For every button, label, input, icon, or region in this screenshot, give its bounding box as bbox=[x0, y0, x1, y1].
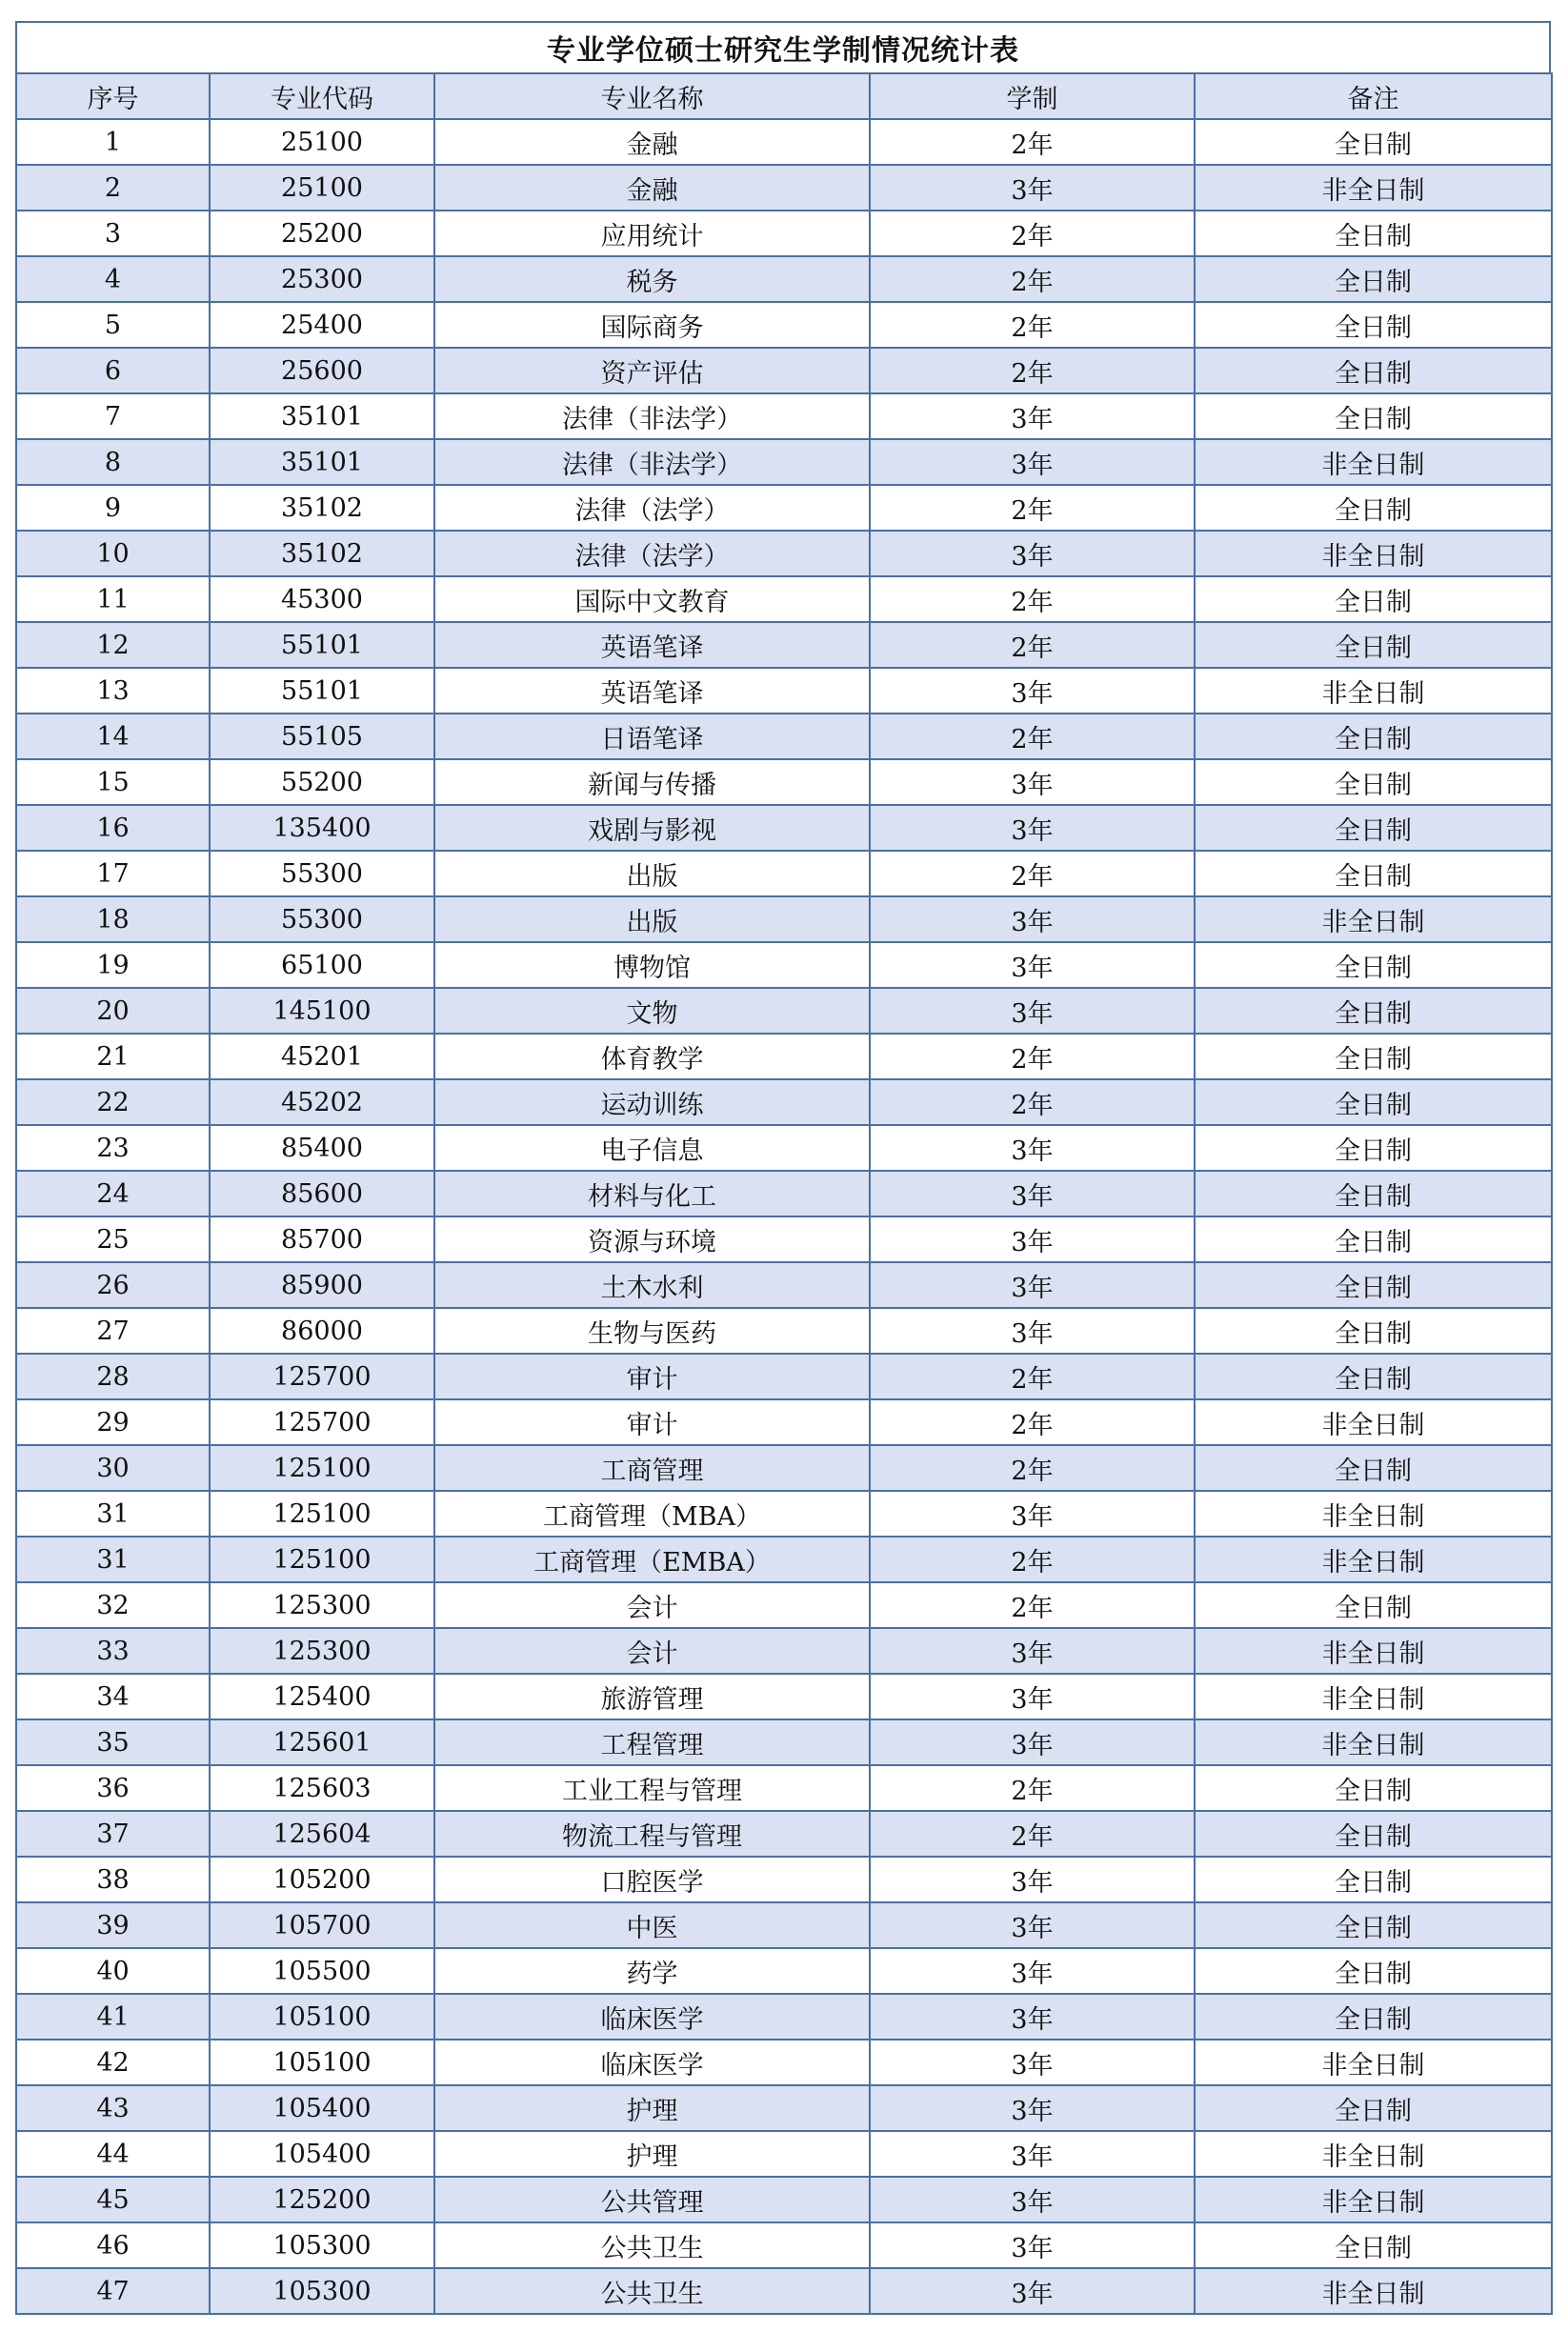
cell-program-name: 英语笔译 bbox=[434, 622, 870, 668]
table-row bbox=[16, 851, 1552, 896]
cell-program-code: 55101 bbox=[210, 668, 434, 714]
cell-program-code: 86000 bbox=[210, 1308, 434, 1354]
cell-program-name: 审计 bbox=[434, 1399, 870, 1445]
cell-program-code: 125604 bbox=[210, 1811, 434, 1857]
table-row bbox=[16, 348, 1552, 393]
cell-remarks: 全日制 bbox=[1195, 1034, 1552, 1079]
cell-duration: 3年 bbox=[870, 1125, 1195, 1171]
cell-program-code: 25200 bbox=[210, 211, 434, 256]
cell-duration: 3年 bbox=[870, 1948, 1195, 1994]
cell-serial-number: 26 bbox=[16, 1262, 210, 1308]
cell-program-code: 105300 bbox=[210, 2268, 434, 2314]
cell-duration: 2年 bbox=[870, 1765, 1195, 1811]
cell-program-code: 125400 bbox=[210, 1674, 434, 1719]
cell-remarks: 全日制 bbox=[1195, 1445, 1552, 1491]
cell-remarks: 非全日制 bbox=[1195, 1399, 1552, 1445]
table-row bbox=[16, 2177, 1552, 2222]
cell-program-code: 105400 bbox=[210, 2085, 434, 2131]
cell-program-code: 125100 bbox=[210, 1445, 434, 1491]
cell-program-code: 25100 bbox=[210, 165, 434, 211]
cell-remarks: 非全日制 bbox=[1195, 165, 1552, 211]
cell-program-code: 125100 bbox=[210, 1491, 434, 1537]
cell-serial-number: 40 bbox=[16, 1948, 210, 1994]
cell-program-code: 125100 bbox=[210, 1537, 434, 1582]
table-row bbox=[16, 759, 1552, 805]
table-row bbox=[16, 1262, 1552, 1308]
cell-program-name: 税务 bbox=[434, 256, 870, 302]
cell-remarks: 全日制 bbox=[1195, 1811, 1552, 1857]
cell-program-name: 护理 bbox=[434, 2085, 870, 2131]
cell-program-code: 25100 bbox=[210, 119, 434, 165]
cell-duration: 3年 bbox=[870, 2085, 1195, 2131]
cell-program-name: 资产评估 bbox=[434, 348, 870, 393]
cell-remarks: 全日制 bbox=[1195, 622, 1552, 668]
cell-program-name: 法律（法学） bbox=[434, 531, 870, 576]
cell-remarks: 全日制 bbox=[1195, 1582, 1552, 1628]
cell-program-name: 公共卫生 bbox=[434, 2268, 870, 2314]
cell-serial-number: 17 bbox=[16, 851, 210, 896]
cell-duration: 2年 bbox=[870, 1399, 1195, 1445]
cell-program-code: 125300 bbox=[210, 1628, 434, 1674]
cell-program-code: 105400 bbox=[210, 2131, 434, 2177]
cell-remarks: 全日制 bbox=[1195, 302, 1552, 348]
cell-duration: 2年 bbox=[870, 622, 1195, 668]
statistics-sheet bbox=[15, 21, 1551, 2315]
cell-serial-number: 2 bbox=[16, 165, 210, 211]
table-row bbox=[16, 1399, 1552, 1445]
cell-duration: 2年 bbox=[870, 851, 1195, 896]
cell-serial-number: 1 bbox=[16, 119, 210, 165]
table-row bbox=[16, 211, 1552, 256]
table-row bbox=[16, 1719, 1552, 1765]
cell-serial-number: 42 bbox=[16, 2040, 210, 2085]
cell-program-code: 105300 bbox=[210, 2222, 434, 2268]
cell-program-code: 85700 bbox=[210, 1216, 434, 1262]
program-duration-table bbox=[15, 72, 1553, 2315]
cell-duration: 3年 bbox=[870, 439, 1195, 485]
cell-remarks: 全日制 bbox=[1195, 485, 1552, 531]
cell-program-name: 会计 bbox=[434, 1582, 870, 1628]
table-row bbox=[16, 1994, 1552, 2040]
table-row bbox=[16, 119, 1552, 165]
cell-program-code: 145100 bbox=[210, 988, 434, 1034]
cell-program-name: 出版 bbox=[434, 851, 870, 896]
cell-duration: 2年 bbox=[870, 1537, 1195, 1582]
cell-program-code: 125700 bbox=[210, 1354, 434, 1399]
cell-remarks: 全日制 bbox=[1195, 1994, 1552, 2040]
cell-remarks: 非全日制 bbox=[1195, 439, 1552, 485]
cell-serial-number: 12 bbox=[16, 622, 210, 668]
cell-duration: 2年 bbox=[870, 576, 1195, 622]
table-row bbox=[16, 1948, 1552, 1994]
table-body bbox=[16, 119, 1552, 2314]
cell-duration: 3年 bbox=[870, 1262, 1195, 1308]
cell-remarks: 全日制 bbox=[1195, 1948, 1552, 1994]
table-row bbox=[16, 1445, 1552, 1491]
cell-duration: 3年 bbox=[870, 2177, 1195, 2222]
cell-program-name: 临床医学 bbox=[434, 1994, 870, 2040]
cell-program-code: 55101 bbox=[210, 622, 434, 668]
cell-remarks: 非全日制 bbox=[1195, 1628, 1552, 1674]
cell-program-code: 105500 bbox=[210, 1948, 434, 1994]
table-row bbox=[16, 1811, 1552, 1857]
cell-duration: 2年 bbox=[870, 1811, 1195, 1857]
cell-duration: 3年 bbox=[870, 531, 1195, 576]
cell-remarks: 全日制 bbox=[1195, 576, 1552, 622]
cell-program-code: 125300 bbox=[210, 1582, 434, 1628]
table-row bbox=[16, 988, 1552, 1034]
table-row bbox=[16, 622, 1552, 668]
cell-duration: 2年 bbox=[870, 714, 1195, 759]
cell-serial-number: 5 bbox=[16, 302, 210, 348]
cell-program-code: 125603 bbox=[210, 1765, 434, 1811]
table-row bbox=[16, 439, 1552, 485]
cell-duration: 3年 bbox=[870, 668, 1195, 714]
cell-serial-number: 16 bbox=[16, 805, 210, 851]
cell-program-code: 125601 bbox=[210, 1719, 434, 1765]
table-row bbox=[16, 2040, 1552, 2085]
cell-remarks: 全日制 bbox=[1195, 1857, 1552, 1902]
table-row bbox=[16, 714, 1552, 759]
cell-program-code: 125700 bbox=[210, 1399, 434, 1445]
table-row bbox=[16, 1491, 1552, 1537]
cell-serial-number: 41 bbox=[16, 1994, 210, 2040]
table-row bbox=[16, 1902, 1552, 1948]
cell-serial-number: 14 bbox=[16, 714, 210, 759]
cell-program-code: 105200 bbox=[210, 1857, 434, 1902]
cell-duration: 3年 bbox=[870, 2040, 1195, 2085]
cell-serial-number: 44 bbox=[16, 2131, 210, 2177]
cell-program-code: 45202 bbox=[210, 1079, 434, 1125]
cell-program-name: 材料与化工 bbox=[434, 1171, 870, 1216]
cell-program-name: 国际商务 bbox=[434, 302, 870, 348]
cell-program-code: 105700 bbox=[210, 1902, 434, 1948]
table-row bbox=[16, 165, 1552, 211]
cell-remarks: 非全日制 bbox=[1195, 1719, 1552, 1765]
table-row bbox=[16, 2222, 1552, 2268]
table-row bbox=[16, 302, 1552, 348]
cell-remarks: 全日制 bbox=[1195, 851, 1552, 896]
table-row bbox=[16, 896, 1552, 942]
cell-program-name: 博物馆 bbox=[434, 942, 870, 988]
table-row bbox=[16, 1216, 1552, 1262]
cell-program-name: 生物与医药 bbox=[434, 1308, 870, 1354]
cell-duration: 3年 bbox=[870, 2222, 1195, 2268]
cell-remarks: 全日制 bbox=[1195, 393, 1552, 439]
cell-serial-number: 24 bbox=[16, 1171, 210, 1216]
cell-duration: 3年 bbox=[870, 1719, 1195, 1765]
cell-serial-number: 11 bbox=[16, 576, 210, 622]
cell-serial-number: 31 bbox=[16, 1537, 210, 1582]
cell-duration: 3年 bbox=[870, 988, 1195, 1034]
cell-remarks: 全日制 bbox=[1195, 348, 1552, 393]
cell-program-name: 土木水利 bbox=[434, 1262, 870, 1308]
cell-duration: 2年 bbox=[870, 485, 1195, 531]
cell-program-name: 工程管理 bbox=[434, 1719, 870, 1765]
cell-serial-number: 8 bbox=[16, 439, 210, 485]
table-row bbox=[16, 1171, 1552, 1216]
cell-serial-number: 25 bbox=[16, 1216, 210, 1262]
cell-program-name: 资源与环境 bbox=[434, 1216, 870, 1262]
header-duration: 学制 bbox=[870, 73, 1195, 119]
cell-serial-number: 19 bbox=[16, 942, 210, 988]
cell-duration: 3年 bbox=[870, 2268, 1195, 2314]
table-row bbox=[16, 1582, 1552, 1628]
cell-remarks: 非全日制 bbox=[1195, 1491, 1552, 1537]
cell-program-code: 25400 bbox=[210, 302, 434, 348]
cell-program-name: 旅游管理 bbox=[434, 1674, 870, 1719]
cell-program-name: 金融 bbox=[434, 165, 870, 211]
cell-remarks: 非全日制 bbox=[1195, 2040, 1552, 2085]
table-header bbox=[16, 73, 1552, 119]
table-row bbox=[16, 668, 1552, 714]
cell-remarks: 非全日制 bbox=[1195, 2131, 1552, 2177]
cell-remarks: 全日制 bbox=[1195, 1125, 1552, 1171]
cell-remarks: 非全日制 bbox=[1195, 896, 1552, 942]
cell-duration: 3年 bbox=[870, 1491, 1195, 1537]
cell-program-code: 125200 bbox=[210, 2177, 434, 2222]
cell-program-code: 45300 bbox=[210, 576, 434, 622]
cell-duration: 2年 bbox=[870, 211, 1195, 256]
cell-duration: 3年 bbox=[870, 1902, 1195, 1948]
table-row bbox=[16, 256, 1552, 302]
cell-duration: 3年 bbox=[870, 942, 1195, 988]
header-serial-number: 序号 bbox=[16, 73, 210, 119]
cell-serial-number: 37 bbox=[16, 1811, 210, 1857]
cell-program-code: 55105 bbox=[210, 714, 434, 759]
cell-serial-number: 7 bbox=[16, 393, 210, 439]
cell-program-code: 105100 bbox=[210, 2040, 434, 2085]
cell-serial-number: 46 bbox=[16, 2222, 210, 2268]
cell-serial-number: 9 bbox=[16, 485, 210, 531]
cell-serial-number: 30 bbox=[16, 1445, 210, 1491]
cell-duration: 3年 bbox=[870, 896, 1195, 942]
cell-serial-number: 27 bbox=[16, 1308, 210, 1354]
cell-remarks: 全日制 bbox=[1195, 988, 1552, 1034]
cell-remarks: 全日制 bbox=[1195, 1765, 1552, 1811]
cell-program-name: 出版 bbox=[434, 896, 870, 942]
cell-program-name: 体育教学 bbox=[434, 1034, 870, 1079]
header-row bbox=[16, 73, 1552, 119]
table-row bbox=[16, 805, 1552, 851]
table-row bbox=[16, 1628, 1552, 1674]
cell-duration: 3年 bbox=[870, 2131, 1195, 2177]
cell-program-name: 公共卫生 bbox=[434, 2222, 870, 2268]
header-program-name: 专业名称 bbox=[434, 73, 870, 119]
cell-program-name: 护理 bbox=[434, 2131, 870, 2177]
table-row bbox=[16, 1125, 1552, 1171]
cell-serial-number: 15 bbox=[16, 759, 210, 805]
cell-program-code: 35101 bbox=[210, 439, 434, 485]
cell-program-code: 55200 bbox=[210, 759, 434, 805]
cell-duration: 2年 bbox=[870, 1034, 1195, 1079]
cell-duration: 3年 bbox=[870, 165, 1195, 211]
cell-program-name: 工业工程与管理 bbox=[434, 1765, 870, 1811]
cell-program-code: 35102 bbox=[210, 485, 434, 531]
table-row bbox=[16, 485, 1552, 531]
cell-program-name: 国际中文教育 bbox=[434, 576, 870, 622]
cell-program-name: 药学 bbox=[434, 1948, 870, 1994]
cell-serial-number: 36 bbox=[16, 1765, 210, 1811]
table-row bbox=[16, 1354, 1552, 1399]
cell-duration: 3年 bbox=[870, 1857, 1195, 1902]
cell-program-code: 25600 bbox=[210, 348, 434, 393]
cell-remarks: 非全日制 bbox=[1195, 2268, 1552, 2314]
cell-serial-number: 35 bbox=[16, 1719, 210, 1765]
table-row bbox=[16, 1308, 1552, 1354]
cell-serial-number: 39 bbox=[16, 1902, 210, 1948]
cell-serial-number: 13 bbox=[16, 668, 210, 714]
cell-program-name: 新闻与传播 bbox=[434, 759, 870, 805]
cell-remarks: 全日制 bbox=[1195, 119, 1552, 165]
cell-remarks: 全日制 bbox=[1195, 1216, 1552, 1262]
cell-program-code: 35101 bbox=[210, 393, 434, 439]
table-row bbox=[16, 1857, 1552, 1902]
cell-remarks: 非全日制 bbox=[1195, 531, 1552, 576]
cell-serial-number: 20 bbox=[16, 988, 210, 1034]
cell-program-name: 工商管理 bbox=[434, 1445, 870, 1491]
cell-duration: 3年 bbox=[870, 1628, 1195, 1674]
cell-program-name: 审计 bbox=[434, 1354, 870, 1399]
cell-serial-number: 32 bbox=[16, 1582, 210, 1628]
cell-duration: 2年 bbox=[870, 348, 1195, 393]
cell-serial-number: 22 bbox=[16, 1079, 210, 1125]
cell-program-name: 会计 bbox=[434, 1628, 870, 1674]
cell-remarks: 非全日制 bbox=[1195, 1537, 1552, 1582]
cell-program-code: 25300 bbox=[210, 256, 434, 302]
cell-duration: 3年 bbox=[870, 1674, 1195, 1719]
cell-program-name: 戏剧与影视 bbox=[434, 805, 870, 851]
cell-remarks: 全日制 bbox=[1195, 1354, 1552, 1399]
cell-program-name: 英语笔译 bbox=[434, 668, 870, 714]
table-row bbox=[16, 1537, 1552, 1582]
cell-serial-number: 38 bbox=[16, 1857, 210, 1902]
cell-remarks: 全日制 bbox=[1195, 714, 1552, 759]
cell-duration: 3年 bbox=[870, 1171, 1195, 1216]
table-row bbox=[16, 576, 1552, 622]
cell-program-code: 85600 bbox=[210, 1171, 434, 1216]
cell-remarks: 全日制 bbox=[1195, 805, 1552, 851]
cell-program-name: 口腔医学 bbox=[434, 1857, 870, 1902]
cell-program-name: 工商管理（MBA） bbox=[434, 1491, 870, 1537]
cell-program-code: 55300 bbox=[210, 896, 434, 942]
cell-remarks: 全日制 bbox=[1195, 211, 1552, 256]
table-title: 专业学位硕士研究生学制情况统计表 bbox=[15, 21, 1551, 72]
cell-serial-number: 6 bbox=[16, 348, 210, 393]
cell-program-code: 35102 bbox=[210, 531, 434, 576]
cell-serial-number: 18 bbox=[16, 896, 210, 942]
cell-remarks: 全日制 bbox=[1195, 2222, 1552, 2268]
cell-remarks: 全日制 bbox=[1195, 1308, 1552, 1354]
cell-remarks: 全日制 bbox=[1195, 1262, 1552, 1308]
cell-remarks: 非全日制 bbox=[1195, 668, 1552, 714]
cell-duration: 2年 bbox=[870, 302, 1195, 348]
cell-program-name: 公共管理 bbox=[434, 2177, 870, 2222]
header-remarks: 备注 bbox=[1195, 73, 1552, 119]
cell-duration: 3年 bbox=[870, 1308, 1195, 1354]
cell-serial-number: 10 bbox=[16, 531, 210, 576]
cell-program-code: 135400 bbox=[210, 805, 434, 851]
cell-program-name: 法律（非法学） bbox=[434, 439, 870, 485]
cell-serial-number: 31 bbox=[16, 1491, 210, 1537]
cell-program-name: 电子信息 bbox=[434, 1125, 870, 1171]
cell-program-name: 物流工程与管理 bbox=[434, 1811, 870, 1857]
cell-program-name: 应用统计 bbox=[434, 211, 870, 256]
table-row bbox=[16, 1765, 1552, 1811]
table-row bbox=[16, 1079, 1552, 1125]
cell-program-code: 85900 bbox=[210, 1262, 434, 1308]
cell-remarks: 全日制 bbox=[1195, 1079, 1552, 1125]
cell-duration: 3年 bbox=[870, 1216, 1195, 1262]
table-row bbox=[16, 1034, 1552, 1079]
cell-duration: 2年 bbox=[870, 1445, 1195, 1491]
cell-duration: 2年 bbox=[870, 119, 1195, 165]
cell-duration: 3年 bbox=[870, 1994, 1195, 2040]
cell-duration: 3年 bbox=[870, 759, 1195, 805]
cell-serial-number: 4 bbox=[16, 256, 210, 302]
cell-duration: 2年 bbox=[870, 1079, 1195, 1125]
table-row bbox=[16, 2131, 1552, 2177]
cell-program-code: 65100 bbox=[210, 942, 434, 988]
cell-program-name: 法律（非法学） bbox=[434, 393, 870, 439]
cell-serial-number: 3 bbox=[16, 211, 210, 256]
cell-program-name: 金融 bbox=[434, 119, 870, 165]
cell-remarks: 全日制 bbox=[1195, 942, 1552, 988]
cell-duration: 2年 bbox=[870, 256, 1195, 302]
cell-remarks: 非全日制 bbox=[1195, 2177, 1552, 2222]
table-row bbox=[16, 1674, 1552, 1719]
cell-serial-number: 33 bbox=[16, 1628, 210, 1674]
cell-duration: 3年 bbox=[870, 393, 1195, 439]
cell-program-code: 105100 bbox=[210, 1994, 434, 2040]
table-row bbox=[16, 531, 1552, 576]
cell-duration: 2年 bbox=[870, 1354, 1195, 1399]
cell-serial-number: 29 bbox=[16, 1399, 210, 1445]
cell-program-name: 日语笔译 bbox=[434, 714, 870, 759]
cell-serial-number: 23 bbox=[16, 1125, 210, 1171]
cell-serial-number: 43 bbox=[16, 2085, 210, 2131]
cell-program-code: 55300 bbox=[210, 851, 434, 896]
cell-program-name: 工商管理（EMBA） bbox=[434, 1537, 870, 1582]
cell-remarks: 全日制 bbox=[1195, 759, 1552, 805]
table-row bbox=[16, 2085, 1552, 2131]
cell-serial-number: 45 bbox=[16, 2177, 210, 2222]
cell-remarks: 全日制 bbox=[1195, 2085, 1552, 2131]
cell-program-code: 45201 bbox=[210, 1034, 434, 1079]
table-row bbox=[16, 2268, 1552, 2314]
cell-program-name: 法律（法学） bbox=[434, 485, 870, 531]
header-program-code: 专业代码 bbox=[210, 73, 434, 119]
cell-duration: 2年 bbox=[870, 1582, 1195, 1628]
cell-serial-number: 47 bbox=[16, 2268, 210, 2314]
cell-serial-number: 34 bbox=[16, 1674, 210, 1719]
cell-program-code: 85400 bbox=[210, 1125, 434, 1171]
cell-remarks: 非全日制 bbox=[1195, 1674, 1552, 1719]
cell-remarks: 全日制 bbox=[1195, 256, 1552, 302]
table-row bbox=[16, 393, 1552, 439]
cell-program-name: 运动训练 bbox=[434, 1079, 870, 1125]
cell-program-name: 文物 bbox=[434, 988, 870, 1034]
cell-serial-number: 28 bbox=[16, 1354, 210, 1399]
cell-program-name: 临床医学 bbox=[434, 2040, 870, 2085]
cell-serial-number: 21 bbox=[16, 1034, 210, 1079]
cell-duration: 3年 bbox=[870, 805, 1195, 851]
table-row bbox=[16, 942, 1552, 988]
cell-remarks: 全日制 bbox=[1195, 1902, 1552, 1948]
cell-remarks: 全日制 bbox=[1195, 1171, 1552, 1216]
cell-program-name: 中医 bbox=[434, 1902, 870, 1948]
